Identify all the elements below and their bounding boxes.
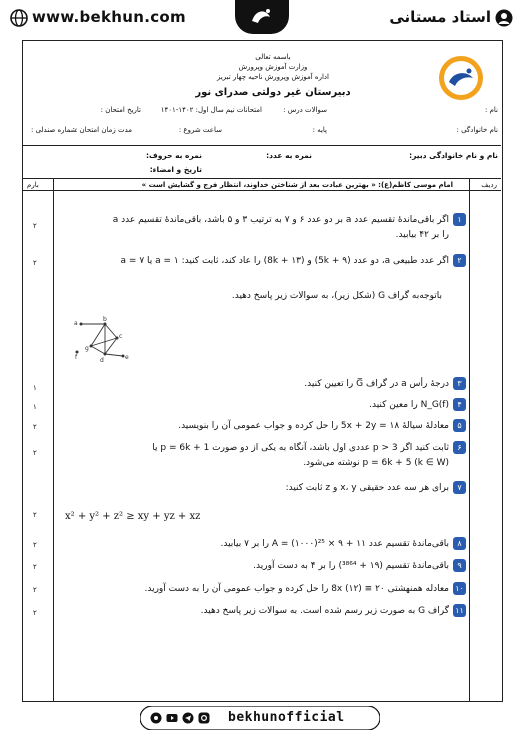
question-9 — [61, 559, 466, 574]
vertex-label-b: b — [103, 316, 107, 323]
question-score: ۲ — [33, 222, 37, 230]
grade-field: پایه : — [312, 126, 327, 134]
question-number: ۴ — [453, 398, 466, 411]
start-time-field: ساعت شروع : — [178, 126, 222, 134]
globe-icon — [10, 9, 28, 27]
question-score: ۲ — [33, 586, 37, 594]
question-text: اگر باقی‌ماندۀ تقسیم عدد a بر دو عدد ۶ و ۷ به ترتیب ۳ و ۵ باشد، باقی‌ماندۀ تقسیم عدد a — [112, 215, 449, 225]
question-number: ۹ — [453, 559, 466, 572]
teacher-name: استاد مستانی — [389, 8, 491, 26]
question-score: ۲ — [33, 563, 37, 571]
row-column-divider — [469, 178, 470, 701]
question-8 — [61, 537, 466, 552]
question-3 — [61, 377, 466, 392]
exam-term: امتحانات نیم سال اول: ۱۴۰۲-۱۴۰۱ — [160, 106, 262, 114]
question-11 — [61, 604, 466, 619]
date-sign-field: تاریخ و امضاء: — [149, 165, 202, 174]
question-number: ۱ — [453, 213, 466, 226]
question-score: ۱ — [33, 384, 37, 392]
user-icon — [495, 9, 513, 27]
footer-social — [140, 706, 380, 730]
youtube-icon[interactable] — [166, 712, 178, 724]
family-field: نام خانوادگی : — [456, 126, 498, 134]
question-text: اگر عدد طبیعی a، دو عدد (۹ + 5k) و (۱۳ + 8k) را عاد کند، ثابت کنید: ۱ = a یا ۷ = a — [120, 256, 449, 266]
question-7 — [61, 481, 466, 496]
question-text: N_G(f) را معین کنید. — [369, 400, 449, 410]
vertex-label-d: d — [100, 357, 104, 364]
question-5 — [61, 419, 466, 434]
header-line-1: باسمه تعالی — [255, 53, 291, 61]
vertex-label-e: e — [125, 354, 129, 361]
vertex-label-g: g — [85, 345, 89, 352]
seat-field: شماره صندلی : — [31, 126, 77, 134]
question-text-2: p = 6k + 5 (k ∈ W) نوشته می‌شود. — [303, 458, 449, 468]
question-text: برای هر سه عدد حقیقی x، y و z ثابت کنید: — [285, 483, 449, 493]
duration-field: مدت زمان امتحان : — [74, 126, 132, 134]
question-score: ۱ — [33, 403, 37, 411]
exam-date-field: تاریخ امتحان : — [100, 106, 141, 114]
question-text-2: را بر ۴۲ بیابید. — [395, 230, 449, 240]
header-divider — [23, 145, 501, 146]
school-name: دبیرستان غیر دولتی صدرای نور — [195, 87, 351, 98]
question-score: ۲ — [33, 609, 37, 617]
course-field: سوالات درس : — [283, 106, 327, 114]
question-score: ۲ — [33, 511, 37, 519]
inequality: x² + y² + z² ≥ xy + yz + xz — [65, 511, 201, 522]
top-banner — [0, 0, 523, 36]
question-6 — [61, 441, 466, 471]
barom-header: بارم — [27, 181, 39, 189]
motto: امام موسی کاظم(ع): « بهترین عبادت بعد از شناختن خداوند، انتظار فرج و گشایش است » — [141, 181, 453, 189]
score-words-field: نمره به حروف: — [146, 151, 202, 160]
question-number: ۷ — [453, 481, 466, 494]
header-center — [183, 53, 363, 98]
question-text: باقی‌ماندۀ تقسیم (۱۹ + ³⁸⁶⁴) را بر ۴ به دست آورید. — [253, 561, 449, 571]
question-1 — [61, 213, 466, 243]
school-logo — [436, 54, 486, 102]
question-text: درجۀ رأس a در گراف G̅ را تعیین کنید. — [304, 379, 449, 389]
aparat-icon[interactable] — [150, 712, 162, 724]
name-field: نام : — [485, 106, 498, 114]
question-4 — [61, 398, 466, 413]
score-column-divider — [53, 178, 54, 701]
question-text: گراف G به صورت زیر رسم شده است. به سوالات زیر پاسخ دهید. — [200, 606, 449, 616]
telegram-icon[interactable] — [182, 712, 194, 724]
graph-figure — [73, 316, 133, 374]
graph-intro: باتوجه‌به گراف G (شکل زیر)، به سوالات زیر پاسخ دهید. — [231, 291, 442, 301]
header-line-3: اداره آموزش وپرورش ناحیه چهار تبریز — [217, 73, 329, 81]
vertex-label-c: c — [119, 333, 123, 340]
question-2 — [61, 254, 466, 269]
question-number: ۱۰ — [453, 582, 466, 595]
question-text: باقی‌ماندۀ تقسیم عدد ۱۱ + ۹ × ²⁵(۱۰۰۰) = A را بر ۷ بیابید. — [220, 539, 449, 549]
question-score: ۲ — [33, 449, 37, 457]
exam-paper — [22, 40, 503, 702]
question-text: ثابت کنید اگر p > 3 عددی اول باشد، آنگاه به یکی از دو صورت p = 6k + 1 یا — [152, 443, 449, 453]
vertex-label-f: f — [75, 354, 78, 361]
question-text: معادله همنهشتی ۲۰ ≡ 8x (۱۲) را حل کرده و جواب عمومی آن را به دست آورید. — [144, 584, 449, 594]
question-number: ۸ — [453, 537, 466, 550]
social-handle[interactable]: bekhunofficial — [228, 710, 345, 725]
radif-header: ردیف — [481, 181, 497, 189]
table-header — [23, 178, 501, 191]
vertex-label-a: a — [74, 320, 78, 327]
brand-mark-icon — [248, 5, 276, 29]
instagram-icon[interactable] — [198, 712, 210, 724]
brand-logo — [235, 0, 289, 34]
question-number: ۶ — [453, 441, 466, 454]
teacher-name-field: نام و نام خانوادگی دبیر: — [409, 151, 498, 160]
question-number: ۵ — [453, 419, 466, 432]
question-score: ۲ — [33, 423, 37, 431]
question-score: ۲ — [33, 259, 37, 267]
score-digits-field: نمره به عدد: — [266, 151, 312, 160]
question-number: ۳ — [453, 377, 466, 390]
header-line-2: وزارت آموزش وپرورش — [238, 63, 308, 71]
question-number: ۱۱ — [453, 604, 466, 617]
question-number: ۲ — [453, 254, 466, 267]
site-url[interactable]: www.bekhun.com — [32, 8, 186, 26]
question-text: معادلۀ سیالۀ ۱۸ = 5x + 2y را حل کرده و جواب عمومی آن را بنویسید. — [178, 421, 449, 431]
question-score: ۲ — [33, 541, 37, 549]
question-10 — [61, 582, 466, 597]
